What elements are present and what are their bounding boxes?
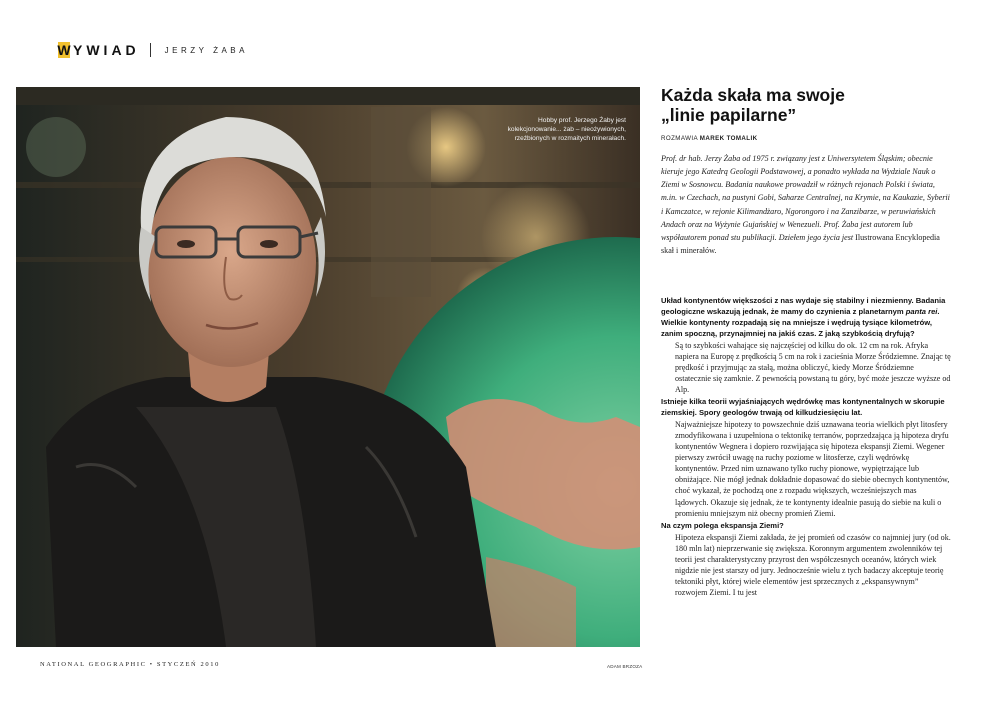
photo-credit: ADAM BRZOZA: [607, 664, 643, 669]
intro-book-title: Ilustrowana Encyklopedia skał i minerałów.: [661, 232, 940, 256]
question-2: Istnieje kilka teorii wyjaśniających wędrówkę mas kontynentalnych w skorupie ziemskiej. Spory geologów trwają od kilkudziesięciu lat.: [661, 397, 945, 417]
interviewee-name: JERZY ŻABA: [164, 45, 248, 55]
portrait-photo: [16, 87, 640, 647]
section-label: YWIAD: [73, 42, 140, 58]
byline: [661, 135, 757, 142]
question-1: [661, 296, 951, 340]
question-1-part-b: . Wielkie kontynenty rozpadają się na mniejsze i wędrują tysiące kilometrów, zanim spoczną, przynajmniej na jakiś czas. Z jaką szybkością dryfują?: [661, 306, 940, 338]
article-title-line2: „linie papilarne”: [661, 105, 797, 125]
photo-caption: Hobby prof. Jerzego Żaby jest kolekcjonowanie... żab – nieożywionych, rzeźbionych w rozmaitych minerałach.: [507, 117, 626, 142]
answer-2: Najważniejsze hipotezy to powszechnie dziś uznawana teoria wielkich płyt litosfery zmodyfikowana i uzupełniona o tektonikę terranów, poprzedzająca ją hipoteza dryfu kontynentów Wegnera i dopiero rozwijająca się hipoteza ekspansji Ziemi. Wegener pierwszy zwrócił uwagę na ruchy poziome w litosferze, czyli wędrówkę kontynentów. Przed nim uznawano tylko ruchy pionowe, wypiętrzające lub obniżające. Nie mógł jednak dokładnie dopasować do siebie obecnych kontynentów, choć wykazał, że pochodzą one z rozpadu większych, wcześniejszych mas lądowych. Okazuje się jednak, że te kontynenty idealnie pasują do siebie na kuli o promieniu mniejszym niż obecny promień Ziemi.: [675, 419, 950, 518]
question-3: Na czym polega ekspansja Ziemi?: [661, 520, 784, 530]
byline-author: MAREK TOMALIK: [699, 135, 758, 142]
magazine-footer: NATIONAL GEOGRAPHIC • STYCZEŃ 2010: [40, 661, 220, 668]
question-1-part-a: Układ kontynentów większości z nas wydaje się stabilny i niezmienny. Badania geologiczne wskazują jednak, że mamy do czynienia z planetarnym: [661, 296, 946, 316]
answer-3: Hipoteza ekspansji Ziemi zakłada, że jej promień od czasów co najmniej jury (od ok. 180 mln lat) nieprzerwanie się zwiększa. Koronnym argumentem zwolenników tej teorii jest charakterystyczny przyrost den współczesnych oceanów, których wiek nigdzie nie jest starszy od jury. Jednocześnie wielu z tych badaczy akceptuje teorię tektoniki płyt, której wiele elementów jest sprzecznych z „ekspansywnym” rozwojem Ziemi. I tu jest: [675, 532, 951, 598]
header-divider: [150, 43, 151, 57]
article-title: [661, 85, 961, 125]
question-1-italic: panta rei: [905, 306, 938, 316]
byline-prefix: ROZMAWIA: [661, 135, 700, 142]
intro-text: Prof. dr hab. Jerzy Żaba od 1975 r. związany jest z Uniwersytetem Śląskim; obecnie kieruje jego Katedrą Geologii Podstawowej, a ponadto wykłada na Wydziale Nauk o Ziemi w Sosnowcu. Badania naukowe prowadził w różnych rejonach Polski i świata, m.in. w Czechach, na pustyni Gobi, Saharze Centralnej, na Krymie, na Kaukazie, Syberii i Kamczatce, w rejonie Kilimandżaro, Ngorongoro i na Zanzibarze, w peruwiańskich Andach oraz na Wyżynie Gujańskiej w Wenezueli. Prof. Żaba jest autorem lub współautorem ponad stu publikacji. Dziełem jego życia jest: [661, 154, 950, 242]
section-header: [58, 40, 248, 60]
answer-1: Są to szybkości wahające się najczęściej od kilku do ok. 12 cm na rok. Afryka napiera na Europę z prędkością 5 cm na rok i zacieśnia Morze Śródziemne. Znając tę prędkość i przyjmując za stałą, można obliczyć, kiedy Morze Śródziemne ostatecznie się zamknie. Z pewnością powstaną tu góry, być może jeszcze wyższe od Alp.: [675, 340, 951, 394]
interview-body: [661, 296, 951, 600]
article-intro: [661, 152, 951, 257]
section-initial: W: [57, 42, 71, 58]
article-title-line1: Każda skała ma swoje: [661, 85, 845, 105]
